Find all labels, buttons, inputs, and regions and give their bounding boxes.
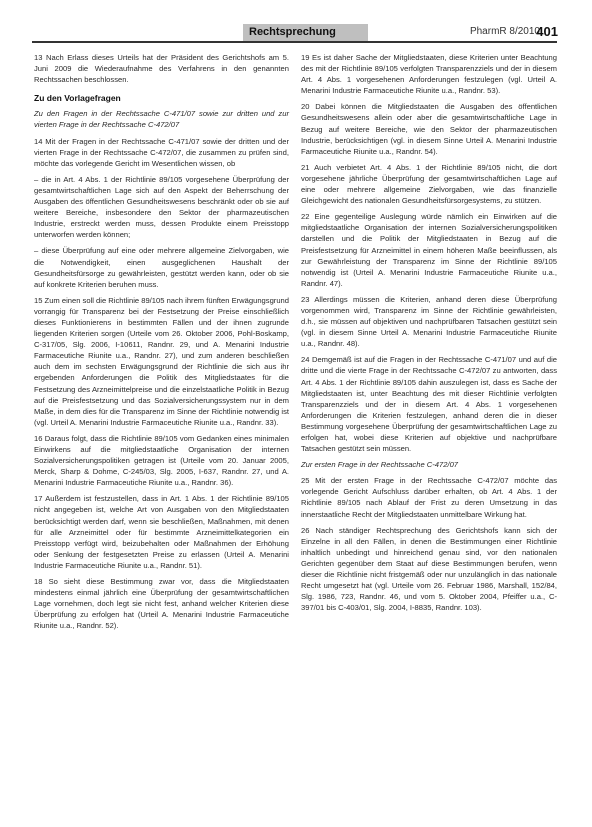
subheading: Zur ersten Frage in der Rechtssache C-472/07: [301, 460, 459, 470]
right-column: [301, 52, 557, 618]
paragraph: 17 Außerdem ist festzustellen, dass in Art. 1 Abs. 1 der Richtlinie 89/105 nicht angegeben ist, welche Art von Ausgaben von den Mitgliedstaaten berücksichtigt werden darf, wenn sie beschließen, Maßnahmen, mit denen für alle Arzneimittel oder für bestimmte Arzneimittelkategorien ein Preisstopp verfügt wird, beizubehalten oder Maßnahmen der Erhöhung oder Senkung der festgesetzten Preise zu erlassen (Urteil A. Menarini Industrie Farmaceutiche Riunite u.a., Randnr. 51).: [34, 494, 289, 570]
paragraph: 20 Dabei können die Mitgliedstaaten die Ausgaben des öffentlichen Gesundheitswesens allein oder aber die gesamtwirtschaftliche Lage in Bezug auf weitere Bereiche, wie den Sektor der pharmazeutischen Industrie, berücksichtigen (vgl. in diesem Sinne Urteil A. Menarini Industrie Farmaceutiche Riunite u.a., Randnr. 54).: [301, 102, 557, 156]
section-heading: Zu den Vorlagefragen: [34, 93, 121, 104]
paragraph: 19 Es ist daher Sache der Mitgliedstaaten, diese Kriterien unter Beachtung des mit der Richtlinie 89/105 verfolgten Transparenzziels und der in diesem Art. 4 Abs. 1 vorgesehenen Anforderungen festzulegen (vgl. Urteil A. Menarini Industrie Farmaceutiche Riunite u.a., Randnr. 53).: [301, 53, 557, 96]
paragraph: 21 Auch verbietet Art. 4 Abs. 1 der Richtlinie 89/105 nicht, die dort vorgesehene jährliche Überprüfung der gesamtwirtschaftlichen Lage auf eine oder mehrere allgemeine Zielvorgaben, wie das finanzielle Gleichgewicht des nationalen Gesundheitsfürsorgesystems, zu stützen.: [301, 162, 557, 206]
section-title: Rechtsprechung: [243, 24, 368, 41]
left-column: [34, 52, 289, 637]
paragraph: – diese Überprüfung auf eine oder mehrere allgemeine Zielvorgaben, wie die Notwendigkeit, einen ausgeglichenen Haushalt der Gesundheitsfürsorge zu gewährleisten, gestützt werden kann, oder ob sie auf konkrete Kriterien beruhen muss.: [34, 246, 289, 289]
paragraph: 26 Nach ständiger Rechtsprechung des Gerichtshofs kann sich der Einzelne in all den Fällen, in denen die Bestimmungen einer Richtlinie inhaltlich unbedingt und hinreichend genau sind, vor den nationalen Gerichten gegenüber dem Staat auf diese Bestimmungen berufen, wenn dieser die Richtlinie nicht fristgemäß oder nur unzulänglich in das nationale Recht umgesetzt hat (vgl. Urteile vom 26. Februar 1986, Marshall, 152/84, Slg. 1986, 723, Randnr. 46, und vom 5. Oktober 2004, Pfeiffer u.a., C-397/01 bis C-403/01, Slg. 2004, I-8835, Randnr. 103).: [301, 525, 557, 613]
paragraph: 13 Nach Erlass dieses Urteils hat der Präsident des Gerichtshofs am 5. Juni 2009 die Wiederaufnahme des Verfahrens in den genannten Rechtssachen beschlossen.: [34, 53, 289, 85]
page-header: [0, 0, 592, 44]
paragraph: 15 Zum einen soll die Richtlinie 89/105 nach ihrem fünften Erwägungsgrund vorrangig für Transparenz bei der Festsetzung der Preise einschließlich dieses Funktionierens in bestimmten Fällen und der ihnen zugrunde liegenden Kriterien sorgen (Urteile vom 26. Oktober 2006, Pohl-Boskamp, C-317/05, Slg. 2006, I-10611, Randnr. 29, und A. Menarini Industrie Farmaceutiche Riunite u.a., Randnr. 27), und zum anderen beschließen auch dem im sechsten Erwägungsgrund der Richtlinie die sich aus ihr ergebenden Anforderungen die Politik des Mitgliedstaates für die Festsetzung des Arzneimittelpreise und die einzelstaatliche Politik in Bezug auf die Preisfestsetzung und das Sozialversicherungssystem nur in dem Maße, in dem dies für die Transparenz im Sinne der Richtlinie notwendig ist (vgl. Urteil A. Menarini Industrie Farmaceutiche Riunite u.a., Randnr. 33).: [34, 295, 289, 427]
paragraph: 14 Mit der Fragen in der Rechtssache C-471/07 sowie der dritten und der vierten Frage in der Rechtssache C-472/07, die zusammen zu prüfen sind, möchte das vorlegende Gericht im Wesentlichen wissen, ob: [34, 136, 289, 168]
paragraph: 16 Daraus folgt, dass die Richtlinie 89/105 vom Gedanken eines minimalen Einwirkens auf die mitgliedstaatliche Organisation der internen Sozialversicherungspolitiken getragen ist (Urteile vom 20. Januar 2005, Merck, Sharp & Dohme, C-245/03, Slg. 2005, I-637, Randnr. 27, und A. Menarini Industrie Farmaceutiche Riunite u.a., Randnr. 36).: [34, 433, 289, 488]
paragraph: 25 Mit der ersten Frage in der Rechtssache C-472/07 möchte das vorlegende Gericht Aufschluss darüber erhalten, ob Art. 4 Abs. 1 der Richtlinie 89/105 nach Ablauf der Frist zu deren Umsetzung in das innerstaatliche Recht der Mitgliedstaaten unmittelbare Wirkung hat.: [301, 476, 557, 519]
paragraph: – die in Art. 4 Abs. 1 der Richtlinie 89/105 vorgesehene Überprüfung der gesamtwirtschaftlichen Lage sich auf den Aspekt der Beherrschung der Ausgaben des öffentlichen Gesundheitswesens beschränkt oder ob sie auf weitere Bereiche, insbesondere den Sektor der pharmazeutischen Industrie, erstreckt werden muss, dessen Produkte einem Preisstopp unterworfen werden können;: [34, 174, 289, 240]
paragraph: 22 Eine gegenteilige Auslegung würde nämlich ein Einwirken auf die mitgliedstaatliche Organisation der internen Sozialversicherungspolitiken darstellen und die Politik der Mitgliedstaaten in Bezug auf die Preisfestsetzung für Arzneimittel in einem höheren Maße beeinflussen, als zur Gewährleistung der Transparenz im Sinne der Richtlinie 89/105 notwendig ist (Urteil A. Menarini Industrie Farmaceutiche Riunite u.a., Randnr. 47).: [301, 212, 557, 288]
paragraph: 23 Allerdings müssen die Kriterien, anhand deren diese Überprüfung vorgenommen wird, Transparenz im Sinne der Richtlinie gewährleisten, d.h., sie müssen auf objektiven und nachprüfbaren Tatsachen gestützt sein (vgl. in diesem Sinne Urteil A. Menarini Industrie Farmaceutiche Riunite u.a., Randnr. 48).: [301, 294, 557, 349]
paragraph: 18 So sieht diese Bestimmung zwar vor, dass die Mitgliedstaaten mindestens einmal jährlich eine Überprüfung der gesamtwirtschaftlichen Lage vornehmen, doch legt sie nicht fest, anhand welcher Kriterien diese Überprüfung zu erfolgen hat (Urteil A. Menarini Industrie Farmaceutiche Riunite u.a., Randnr. 52).: [34, 577, 289, 631]
page-number: 401: [536, 24, 558, 39]
journal-issue: PharmR 8/2010: [469, 26, 540, 37]
subheading: Zu den Fragen in der Rechtssache C-471/07 sowie zur dritten und zur vierten Frage in der Rechtssache C-472/07: [34, 109, 289, 130]
paragraph: 24 Demgemäß ist auf die Fragen in der Rechtssache C-471/07 und auf die dritte und die vierte Frage in der Rechtssache C-472/07 zu antworten, dass Art. 4 Abs. 1 der Richtlinie 89/105 dahin auszulegen ist, dass es Sache der Mitgliedstaaten ist, unter Beachtung des mit dieser Richtlinie verfolgten Transparenzziels und der in diesem Art. 4 Abs. 1 vorgesehenen Anforderungen die Kriterien festzulegen, anhand deren die in dieser Bestimmung vorgesehene Überprüfung der gesamtwirtschaftlichen Lage zu erfolgen hat, wobei diese Kriterien auf objektive und nachprüfbare Tatsachen gestützt sein müssen.: [301, 355, 557, 454]
header-divider: [32, 41, 557, 43]
